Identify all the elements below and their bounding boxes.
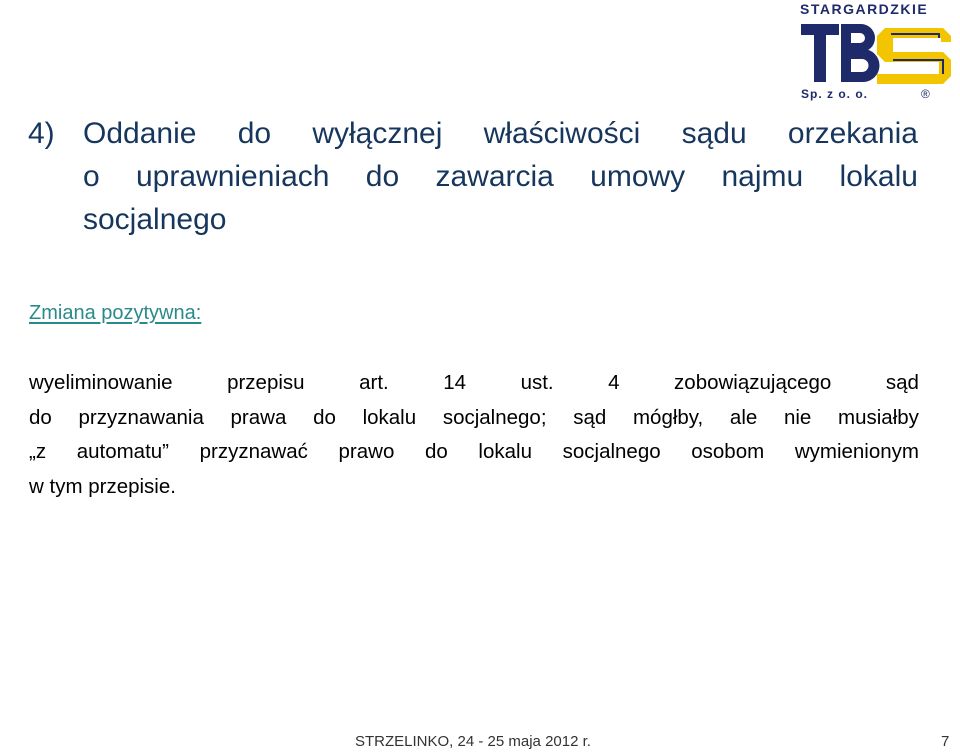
heading-word: do bbox=[237, 117, 272, 150]
paragraph-word: socjalnego bbox=[562, 440, 661, 463]
paragraph-word: przepisu bbox=[227, 371, 305, 394]
heading-line-1 bbox=[28, 112, 918, 155]
paragraph-word: wymienionym bbox=[794, 440, 919, 463]
paragraph-word: „z bbox=[29, 440, 47, 463]
paragraph-word: socjalnego; bbox=[442, 405, 547, 429]
heading-word: do bbox=[365, 160, 400, 193]
heading-word: orzekania bbox=[787, 117, 918, 150]
paragraph-word: nie bbox=[783, 405, 812, 429]
paragraph-word: przyznawać bbox=[199, 440, 308, 463]
paragraph-line-1 bbox=[29, 366, 919, 401]
heading-word: uprawnieniach bbox=[136, 160, 330, 193]
paragraph-word: do bbox=[313, 405, 336, 429]
paragraph-word: ale bbox=[729, 405, 758, 429]
paragraph-last-line: w tym przepisie. bbox=[29, 474, 176, 498]
paragraph-word: do bbox=[29, 405, 52, 429]
paragraph-word: mógłby, bbox=[632, 405, 704, 429]
heading-word: sądu bbox=[681, 117, 747, 150]
paragraph-word: do bbox=[424, 440, 448, 463]
paragraph-word: 14 bbox=[443, 371, 467, 394]
paragraph-line-3 bbox=[29, 435, 919, 470]
section-label-text: Zmiana pozytywna: bbox=[29, 302, 202, 324]
paragraph-word: prawa bbox=[230, 405, 287, 429]
paragraph-word: zobowiązującego bbox=[674, 371, 832, 394]
heading-word: o bbox=[83, 160, 100, 193]
paragraph-word: art. bbox=[359, 371, 389, 394]
logo-registered: ® bbox=[921, 87, 930, 101]
paragraph-word: sąd bbox=[885, 371, 919, 394]
heading-word: socjalnego bbox=[83, 203, 227, 236]
paragraph-word: lokalu bbox=[362, 405, 417, 429]
heading-word: wyłącznej bbox=[312, 117, 443, 150]
paragraph-word: lokalu bbox=[478, 440, 532, 463]
paragraph-line-4 bbox=[29, 470, 919, 505]
paragraph-word: 4 bbox=[608, 371, 620, 394]
logo-top-text: STARGARDZKIE bbox=[800, 1, 929, 17]
company-logo bbox=[793, 0, 960, 104]
page-number: 7 bbox=[941, 733, 950, 750]
paragraph-word: musiałby bbox=[838, 405, 919, 429]
heading-number: 4) bbox=[28, 117, 55, 150]
paragraph-line-2 bbox=[29, 401, 919, 436]
paragraph-word: wyeliminowanie bbox=[29, 371, 173, 394]
paragraph-word: prawo bbox=[338, 440, 395, 463]
heading-word: właściwości bbox=[483, 117, 641, 150]
logo-company-form: Sp. z o. o. bbox=[801, 87, 868, 101]
paragraph-word: przyznawania bbox=[78, 405, 204, 429]
body-paragraph bbox=[29, 366, 919, 504]
paragraph-word: osobom bbox=[691, 440, 765, 463]
heading-word: Oddanie bbox=[83, 117, 197, 150]
heading-word: zawarcia bbox=[435, 160, 554, 193]
slide-heading bbox=[28, 112, 918, 241]
heading-word: najmu bbox=[721, 160, 804, 193]
heading-word: umowy bbox=[590, 160, 686, 193]
paragraph-word: automatu” bbox=[76, 440, 170, 463]
paragraph-word: ust. bbox=[520, 371, 554, 394]
section-label bbox=[29, 302, 201, 325]
paragraph-word: sąd bbox=[573, 405, 607, 429]
footer-event-text: STRZELINKO, 24 - 25 maja 2012 r. bbox=[355, 733, 591, 750]
heading-word: lokalu bbox=[839, 160, 918, 193]
heading-line-2 bbox=[28, 155, 918, 198]
heading-line-3 bbox=[28, 198, 918, 241]
